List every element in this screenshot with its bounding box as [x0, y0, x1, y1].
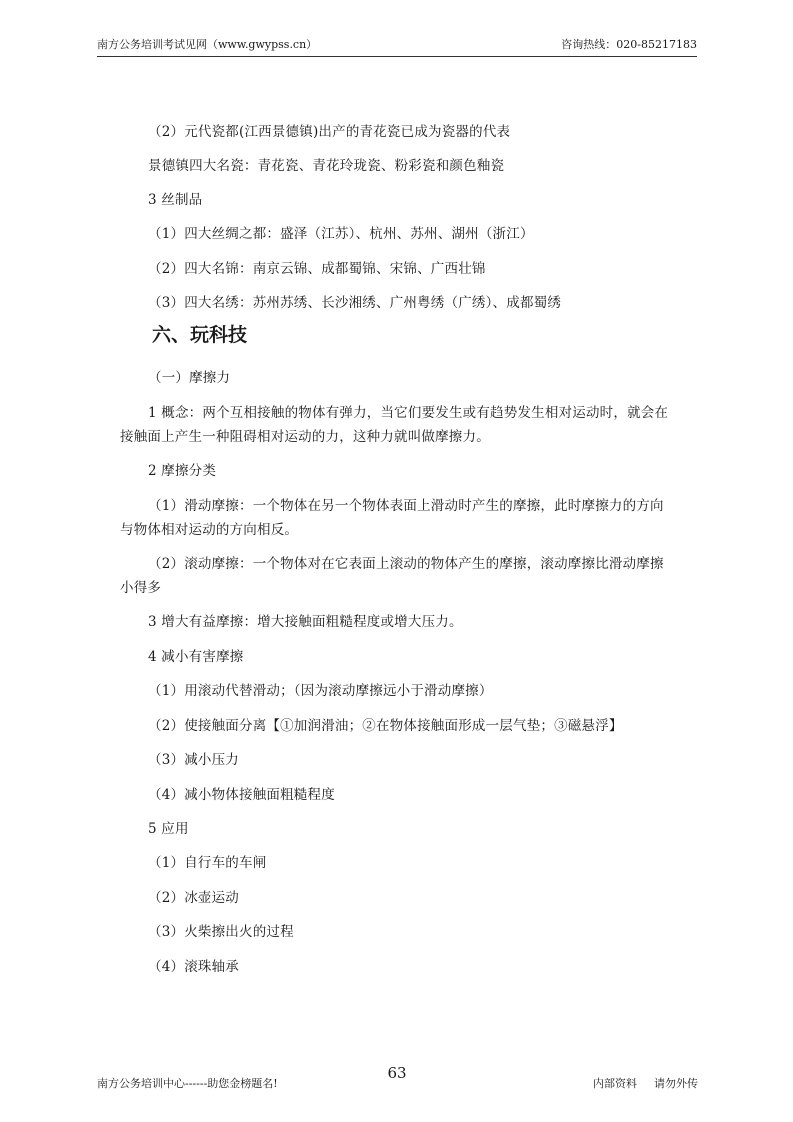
page-number: 63 [387, 1064, 407, 1082]
section-heading: 六、玩科技 [152, 324, 248, 346]
body-line: （2）元代瓷都(江西景德镇)出产的青花瓷已成为瓷器的代表 [148, 124, 511, 140]
body-line: 与物体相对运动的方向相反。 [120, 522, 299, 538]
body-line: 3 丝制品 [148, 192, 203, 208]
body-line: （2）冰壶运动 [148, 890, 239, 906]
body-line: 4 减小有害摩擦 [148, 649, 244, 665]
header-divider [97, 56, 697, 57]
body-line: （2）四大名锦：南京云锦、成都蜀锦、宋锦、广西壮锦 [148, 261, 486, 277]
body-line: 1 概念：两个互相接触的物体有弹力，当它们要发生或有趋势发生相对运动时，就会在 [148, 405, 669, 421]
footer-no-distribute-label: 请勿外传 [654, 1077, 698, 1090]
header-hotline: 咨询热线：020-85217183 [561, 38, 697, 51]
body-line: 5 应用 [148, 821, 189, 837]
body-line: （3）火柴擦出火的过程 [148, 924, 294, 940]
footer-slogan: 南方公务培训中心------助您金榜题名! [97, 1077, 278, 1090]
body-line: （1）四大丝绸之都：盛泽（江苏）、杭州、苏州、湖州（浙江） [148, 226, 534, 242]
body-line: （2）滚动摩擦：一个物体对在它表面上滚动的物体产生的摩擦，滚动摩擦比滑动摩擦 [148, 556, 664, 572]
body-line: 小得多 [120, 580, 162, 596]
body-line: 景德镇四大名瓷：青花瓷、青花玲珑瓷、粉彩瓷和颜色釉瓷 [148, 158, 505, 174]
body-line: （3）四大名绣：苏州苏绣、长沙湘绣、广州粤绣（广绣）、成都蜀绣 [148, 295, 562, 311]
body-line: （2）使接触面分离【①加润滑油；②在物体接触面形成一层气垫；③磁悬浮】 [148, 718, 623, 734]
body-line: （4）减小物体接触面粗糙程度 [148, 787, 335, 803]
header-site-name: 南方公务培训考试见网（www.gwypss.cn） [97, 38, 318, 51]
body-line: （1）滑动摩擦：一个物体在另一个物体表面上滑动时产生的摩擦，此时摩擦力的方向 [148, 498, 664, 514]
body-line: 接触面上产生一种阻碍相对运动的力，这种力就叫做摩擦力。 [120, 429, 490, 445]
body-line: （4）滚珠轴承 [148, 959, 239, 975]
body-line: 2 摩擦分类 [148, 463, 217, 479]
body-line: （1）自行车的车闸 [148, 855, 267, 871]
body-line: （1）用滚动代替滑动；（因为滚动摩擦远小于滑动摩擦） [148, 683, 493, 699]
body-line: 3 增大有益摩擦：增大接触面粗糙程度或增大压力。 [148, 614, 463, 630]
body-line: （3）减小压力 [148, 752, 239, 768]
page-header [97, 36, 697, 54]
subsection-title: （一）摩擦力 [148, 370, 231, 386]
footer-internal-label: 内部资料 [593, 1077, 637, 1090]
